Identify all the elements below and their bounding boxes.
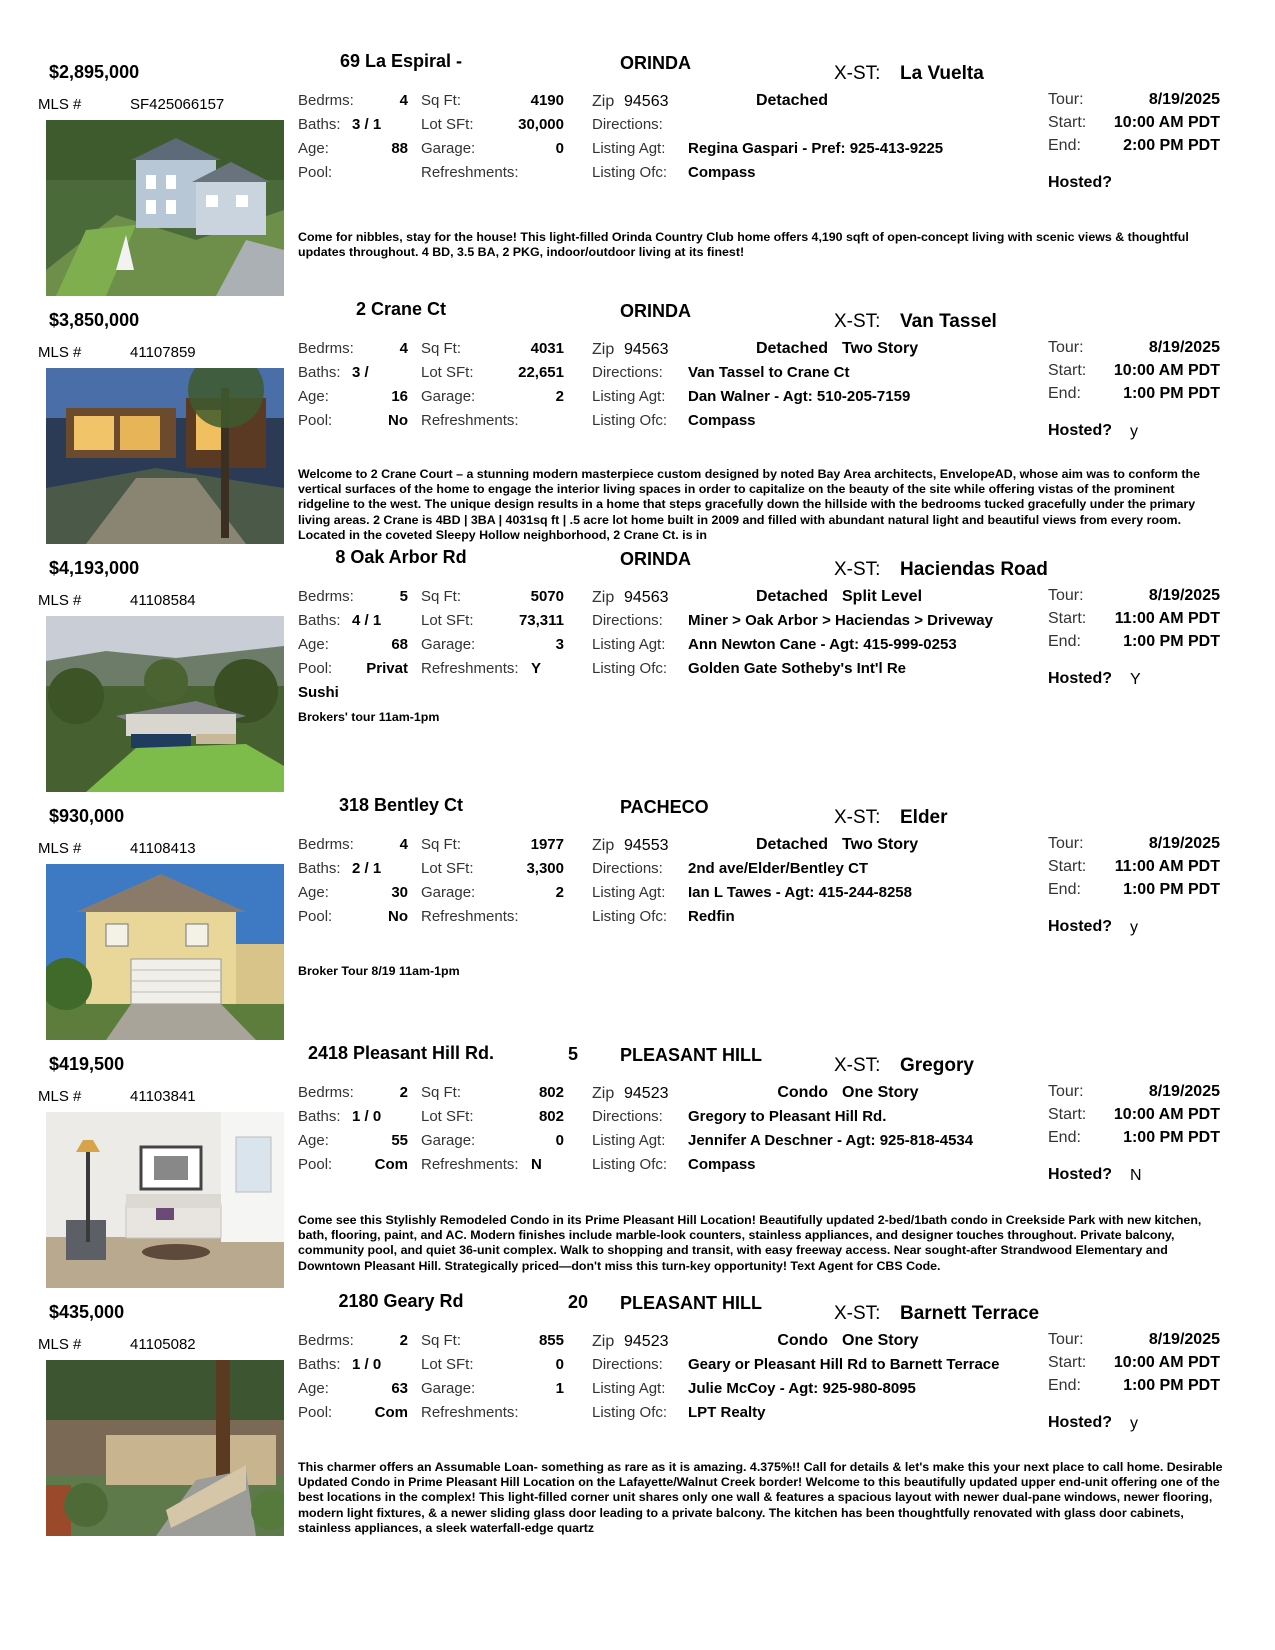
listing-description: Come see this Stylishly Remodeled Condo in its Prime Pleasant Hill Location! Beautifully updated 2-bed/1bath condo in Creekside Park with new kitchen, bath, flooring, paint, and AC. Modern finishes include marble-look counters, stainless appliances, and designer touches throughout. Private balcony, community pool, and quiet 36-unit complex. Walk to shopping and transit, with easy freeway access. Near sought-after Strandwood Elementary and Downtown Pleasant Hill. Strategically priced—don't miss this turn-key opportunity! Text Agent for CBS Code. bbox=[298, 1213, 1202, 1273]
property-type: Detached bbox=[755, 588, 828, 605]
bedrooms-value: 4 bbox=[399, 836, 408, 853]
pool-value: No bbox=[388, 908, 408, 925]
directions-label: Directions: bbox=[592, 116, 663, 133]
directions-label: Directions: bbox=[592, 1108, 663, 1125]
sqft-label: Sq Ft: bbox=[421, 588, 462, 605]
refreshments-label: Refreshments: bbox=[421, 1156, 519, 1173]
start-label: Start: bbox=[1048, 362, 1087, 379]
garage-value: 2 bbox=[555, 388, 564, 405]
listing-office-label: Listing Ofc: bbox=[592, 1156, 668, 1173]
mls-number: 41108413 bbox=[130, 840, 196, 857]
age-label: Age: bbox=[298, 636, 329, 653]
cross-street: Gregory bbox=[900, 1055, 974, 1076]
start-time: 11:00 AM PDT bbox=[1114, 858, 1220, 875]
listing-photo-condo-living-room bbox=[46, 1112, 284, 1288]
start-time: 11:00 AM PDT bbox=[1114, 610, 1220, 627]
baths-label: Baths: bbox=[298, 1356, 341, 1373]
tour-label: Tour: bbox=[1048, 339, 1084, 356]
tour-date: 8/19/2025 bbox=[1148, 91, 1220, 108]
cross-street: Van Tassel bbox=[900, 311, 997, 332]
age-value: 55 bbox=[391, 1132, 408, 1149]
sqft-label: Sq Ft: bbox=[421, 1332, 462, 1349]
garage-value: 1 bbox=[555, 1380, 564, 1397]
end-label: End: bbox=[1048, 137, 1081, 154]
baths-label: Baths: bbox=[298, 116, 341, 133]
pool-value: Com bbox=[374, 1404, 408, 1421]
listing-description: Brokers' tour 11am-1pm bbox=[298, 710, 440, 724]
listing-card bbox=[0, 1043, 1275, 1310]
start-label: Start: bbox=[1048, 114, 1087, 131]
mls-number: 41103841 bbox=[130, 1088, 196, 1105]
listing-photo bbox=[46, 120, 284, 296]
listing-unit: 20 bbox=[568, 1292, 589, 1312]
listing-office-label: Listing Ofc: bbox=[592, 1404, 668, 1421]
listing-agent-label: Listing Agt: bbox=[592, 1132, 666, 1149]
baths-value: 3 / 1 bbox=[352, 116, 382, 133]
end-label: End: bbox=[1048, 1377, 1081, 1394]
zip-value: 94563 bbox=[624, 589, 669, 606]
zip-label: Zip bbox=[592, 341, 615, 358]
age-value: 63 bbox=[391, 1380, 408, 1397]
pool-label: Pool: bbox=[298, 660, 333, 677]
sqft-label: Sq Ft: bbox=[421, 1084, 462, 1101]
listing-photo bbox=[46, 368, 284, 544]
pool-value: No bbox=[388, 412, 408, 429]
hosted-value: y bbox=[1130, 1415, 1138, 1432]
pool-label: Pool: bbox=[298, 164, 333, 181]
sqft-value: 1977 bbox=[530, 836, 564, 853]
listing-card bbox=[0, 299, 1275, 566]
hosted-label: Hosted? bbox=[1048, 1414, 1112, 1431]
start-label: Start: bbox=[1048, 858, 1087, 875]
garage-value: 0 bbox=[555, 140, 564, 157]
refreshments-value: Y bbox=[531, 660, 542, 677]
garage-label: Garage: bbox=[421, 884, 476, 901]
start-time: 10:00 AM PDT bbox=[1113, 114, 1220, 131]
start-time: 10:00 AM PDT bbox=[1113, 1106, 1220, 1123]
bedrooms-value: 5 bbox=[399, 588, 408, 605]
listing-office-value: Compass bbox=[688, 1156, 756, 1173]
listing-office-label: Listing Ofc: bbox=[592, 660, 668, 677]
listing-city: PACHECO bbox=[620, 797, 709, 817]
refreshments-label: Refreshments: bbox=[421, 412, 519, 429]
property-style: Two Story bbox=[842, 836, 919, 853]
listing-city: PLEASANT HILL bbox=[620, 1045, 762, 1065]
pool-label: Pool: bbox=[298, 412, 333, 429]
listing-card bbox=[0, 547, 1275, 814]
garage-label: Garage: bbox=[421, 1380, 476, 1397]
lot-sqft-label: Lot SFt: bbox=[421, 364, 474, 381]
end-time: 1:00 PM PDT bbox=[1123, 633, 1220, 650]
listing-office-value: Compass bbox=[688, 412, 756, 429]
end-time: 1:00 PM PDT bbox=[1123, 1377, 1220, 1394]
listing-card bbox=[0, 51, 1275, 318]
cross-street-label: X-ST: bbox=[834, 311, 881, 332]
cross-street: Elder bbox=[900, 807, 948, 828]
listing-photo-two-story-house bbox=[46, 864, 284, 1040]
zip-label: Zip bbox=[592, 589, 615, 606]
refreshments-value: N bbox=[531, 1156, 542, 1173]
pool-value: Com bbox=[374, 1156, 408, 1173]
directions-label: Directions: bbox=[592, 860, 663, 877]
listing-agent-label: Listing Agt: bbox=[592, 388, 666, 405]
directions-value: Miner > Oak Arbor > Haciendas > Driveway bbox=[688, 612, 993, 629]
lot-sqft-value: 30,000 bbox=[518, 116, 564, 133]
cross-street: La Vuelta bbox=[900, 63, 984, 84]
listing-description: Come for nibbles, stay for the house! This light-filled Orinda Country Club home offers 4,190 sqft of open-concept living with scenic views & thoughtful updates throughout. 4 BD, 3.5 BA, 2 PKG, indoor/outdoor living at its finest! bbox=[298, 230, 1189, 260]
sqft-value: 855 bbox=[538, 1332, 564, 1349]
mls-label: MLS # bbox=[38, 96, 82, 113]
mls-number: 41108584 bbox=[130, 592, 196, 609]
listing-photo bbox=[46, 1112, 284, 1288]
lot-sqft-label: Lot SFt: bbox=[421, 860, 474, 877]
age-value: 16 bbox=[391, 388, 408, 405]
lot-sqft-value: 0 bbox=[555, 1356, 564, 1373]
hosted-label: Hosted? bbox=[1048, 174, 1112, 191]
bedrooms-label: Bedrms: bbox=[298, 1332, 354, 1349]
garage-label: Garage: bbox=[421, 140, 476, 157]
listing-photo bbox=[46, 864, 284, 1040]
garage-label: Garage: bbox=[421, 388, 476, 405]
bedrooms-label: Bedrms: bbox=[298, 836, 354, 853]
listing-address: 318 Bentley Ct bbox=[338, 795, 464, 815]
hosted-label: Hosted? bbox=[1048, 670, 1112, 687]
pool-value: Privat bbox=[366, 660, 408, 677]
garage-value: 2 bbox=[555, 884, 564, 901]
tour-label: Tour: bbox=[1048, 835, 1084, 852]
cross-street-label: X-ST: bbox=[834, 1055, 881, 1076]
baths-value: 2 / 1 bbox=[352, 860, 382, 877]
listing-photo bbox=[46, 616, 284, 792]
listing-city: ORINDA bbox=[620, 549, 691, 569]
cross-street: Barnett Terrace bbox=[900, 1303, 1040, 1324]
tour-date: 8/19/2025 bbox=[1148, 835, 1220, 852]
end-time: 2:00 PM PDT bbox=[1123, 137, 1220, 154]
tour-label: Tour: bbox=[1048, 1083, 1084, 1100]
mls-label: MLS # bbox=[38, 592, 82, 609]
end-time: 1:00 PM PDT bbox=[1123, 385, 1220, 402]
listing-office-value: LPT Realty bbox=[688, 1404, 766, 1421]
bedrooms-value: 2 bbox=[399, 1084, 408, 1101]
pool-label: Pool: bbox=[298, 1404, 333, 1421]
age-label: Age: bbox=[298, 140, 329, 157]
lot-sqft-label: Lot SFt: bbox=[421, 1356, 474, 1373]
directions-value: Van Tassel to Crane Ct bbox=[688, 364, 850, 381]
start-time: 10:00 AM PDT bbox=[1113, 1354, 1220, 1371]
lot-sqft-label: Lot SFt: bbox=[421, 612, 474, 629]
listing-photo-house-hillside bbox=[46, 120, 284, 296]
tour-date: 8/19/2025 bbox=[1148, 339, 1220, 356]
listing-agent-label: Listing Agt: bbox=[592, 140, 666, 157]
zip-value: 94553 bbox=[624, 837, 669, 854]
property-type: Condo bbox=[777, 1084, 828, 1101]
zip-value: 94563 bbox=[624, 93, 669, 110]
bedrooms-value: 4 bbox=[399, 92, 408, 109]
bedrooms-label: Bedrms: bbox=[298, 1084, 354, 1101]
listing-office-value: Redfin bbox=[688, 908, 735, 925]
lot-sqft-value: 802 bbox=[538, 1108, 564, 1125]
listing-agent-value: Julie McCoy - Agt: 925-980-8095 bbox=[688, 1380, 916, 1397]
lot-sqft-value: 3,300 bbox=[526, 860, 564, 877]
garage-value: 0 bbox=[555, 1132, 564, 1149]
end-time: 1:00 PM PDT bbox=[1123, 881, 1220, 898]
sqft-value: 4190 bbox=[530, 92, 564, 109]
directions-value: Gregory to Pleasant Hill Rd. bbox=[688, 1108, 887, 1125]
property-style: One Story bbox=[842, 1084, 919, 1101]
listing-price: $419,500 bbox=[49, 1054, 125, 1074]
garage-value: 3 bbox=[555, 636, 564, 653]
listing-city: PLEASANT HILL bbox=[620, 1293, 762, 1313]
start-label: Start: bbox=[1048, 1106, 1087, 1123]
listing-office-value: Compass bbox=[688, 164, 756, 181]
cross-street-label: X-ST: bbox=[834, 559, 881, 580]
property-style: Two Story bbox=[842, 340, 919, 357]
zip-label: Zip bbox=[592, 837, 615, 854]
listing-photo-aerial-estate bbox=[46, 616, 284, 792]
end-label: End: bbox=[1048, 633, 1081, 650]
tour-label: Tour: bbox=[1048, 587, 1084, 604]
bedrooms-label: Bedrms: bbox=[298, 92, 354, 109]
refreshments-detail: Sushi bbox=[298, 684, 339, 701]
bedrooms-value: 2 bbox=[399, 1332, 408, 1349]
property-type: Condo bbox=[777, 1332, 828, 1349]
property-type: Detached bbox=[755, 92, 828, 109]
listing-agent-label: Listing Agt: bbox=[592, 1380, 666, 1397]
listing-price: $3,850,000 bbox=[49, 310, 140, 330]
listing-agent-label: Listing Agt: bbox=[592, 884, 666, 901]
start-label: Start: bbox=[1048, 610, 1087, 627]
bedrooms-label: Bedrms: bbox=[298, 340, 354, 357]
bedrooms-label: Bedrms: bbox=[298, 588, 354, 605]
tour-label: Tour: bbox=[1048, 91, 1084, 108]
cross-street-label: X-ST: bbox=[834, 63, 881, 84]
age-label: Age: bbox=[298, 388, 329, 405]
tour-date: 8/19/2025 bbox=[1148, 1331, 1220, 1348]
listing-office-value: Golden Gate Sotheby's Int'l Re bbox=[688, 660, 906, 677]
refreshments-label: Refreshments: bbox=[421, 164, 519, 181]
age-label: Age: bbox=[298, 1132, 329, 1149]
listing-description: Broker Tour 8/19 11am-1pm bbox=[298, 964, 460, 978]
property-style: Split Level bbox=[842, 588, 923, 605]
property-style: One Story bbox=[842, 1332, 919, 1349]
zip-label: Zip bbox=[592, 1333, 615, 1350]
hosted-value: N bbox=[1130, 1167, 1142, 1184]
cross-street-label: X-ST: bbox=[834, 1303, 881, 1324]
lot-sqft-value: 22,651 bbox=[518, 364, 564, 381]
bedrooms-value: 4 bbox=[399, 340, 408, 357]
mls-label: MLS # bbox=[38, 1336, 82, 1353]
listing-description: Welcome to 2 Crane Court – a stunning modern masterpiece custom designed by noted Bay Area architects, EnvelopeAD, whose aim was to conform the vertical surfaces of the home to engage the interior living spaces in order to capitalize on the beauty of the site while offering vistas of the prominent ridgeline to the west. The unique design results in a home that steps gracefully down the hillside with the bedrooms tucked gracefully under the primary living areas. 2 Crane is 4BD | 3BA | 4031sq ft | .5 acre lot home built in 2009 and filled with abundant natural light and beautiful views from every room. Located in the coveted Sleepy Hollow neighborhood, 2 Crane Ct. is in bbox=[298, 467, 1200, 542]
listing-agent-value: Dan Walner - Agt: 510-205-7159 bbox=[688, 388, 911, 405]
listing-card bbox=[0, 1291, 1275, 1558]
mls-label: MLS # bbox=[38, 840, 82, 857]
listing-city: ORINDA bbox=[620, 53, 691, 73]
baths-label: Baths: bbox=[298, 860, 341, 877]
zip-label: Zip bbox=[592, 1085, 615, 1102]
directions-label: Directions: bbox=[592, 1356, 663, 1373]
listing-agent-value: Regina Gaspari - Pref: 925-413-9225 bbox=[688, 140, 944, 157]
sqft-value: 5070 bbox=[530, 588, 564, 605]
mls-label: MLS # bbox=[38, 1088, 82, 1105]
age-label: Age: bbox=[298, 1380, 329, 1397]
listing-unit: 5 bbox=[568, 1044, 579, 1064]
listing-address: 2180 Geary Rd bbox=[338, 1291, 464, 1311]
hosted-label: Hosted? bbox=[1048, 422, 1112, 439]
sqft-label: Sq Ft: bbox=[421, 340, 462, 357]
tour-label: Tour: bbox=[1048, 1331, 1084, 1348]
age-value: 68 bbox=[391, 636, 408, 653]
age-value: 30 bbox=[391, 884, 408, 901]
mls-label: MLS # bbox=[38, 344, 82, 361]
zip-value: 94523 bbox=[624, 1333, 669, 1350]
baths-label: Baths: bbox=[298, 612, 341, 629]
refreshments-label: Refreshments: bbox=[421, 660, 519, 677]
start-time: 10:00 AM PDT bbox=[1113, 362, 1220, 379]
lot-sqft-value: 73,311 bbox=[518, 612, 564, 629]
listing-photo-modern-home bbox=[46, 368, 284, 544]
listing-city: ORINDA bbox=[620, 301, 691, 321]
directions-value: Geary or Pleasant Hill Rd to Barnett Terrace bbox=[688, 1356, 1000, 1373]
directions-label: Directions: bbox=[592, 612, 663, 629]
listing-address: 8 Oak Arbor Rd bbox=[335, 547, 467, 567]
property-type: Detached bbox=[755, 340, 828, 357]
sqft-value: 802 bbox=[538, 1084, 564, 1101]
garage-label: Garage: bbox=[421, 636, 476, 653]
zip-value: 94523 bbox=[624, 1085, 669, 1102]
listing-price: $2,895,000 bbox=[49, 62, 140, 82]
listing-agent-value: Ann Newton Cane - Agt: 415-999-0253 bbox=[688, 636, 957, 653]
listing-description: This charmer offers an Assumable Loan- something as rare as it is amazing. 4.375%!! Call for details & let's make this your next place to call home. Desirable Updated Condo in Prime Pleasant Hill Location on the Lafayette/Walnut Creek border! Welcome to this beautifully updated upper end-unit offering one of the best locations in the complex! This light-filled corner unit shares only one wall & features a spacious layout with newer dual-pane windows, newer flooring, modern light fixtures, & a newer sliding glass door leading to a private balcony. The kitchen has been thoughtfully renovated with glass door cabinets, stainless appliances, a sleek waterfall-edge quartz bbox=[298, 1460, 1223, 1535]
listing-price: $435,000 bbox=[49, 1302, 125, 1322]
end-label: End: bbox=[1048, 1129, 1081, 1146]
cross-street-label: X-ST: bbox=[834, 807, 881, 828]
sqft-value: 4031 bbox=[530, 340, 564, 357]
baths-value: 4 / 1 bbox=[352, 612, 382, 629]
listing-office-label: Listing Ofc: bbox=[592, 908, 668, 925]
pool-label: Pool: bbox=[298, 1156, 333, 1173]
listing-office-label: Listing Ofc: bbox=[592, 164, 668, 181]
baths-value: 1 / 0 bbox=[352, 1108, 382, 1125]
mls-number: SF425066157 bbox=[130, 96, 225, 113]
mls-number: 41105082 bbox=[130, 1336, 196, 1353]
directions-value: 2nd ave/Elder/Bentley CT bbox=[688, 860, 869, 877]
hosted-value: Y bbox=[1130, 671, 1141, 688]
tour-date: 8/19/2025 bbox=[1148, 1083, 1220, 1100]
baths-value: 1 / 0 bbox=[352, 1356, 382, 1373]
listing-price: $4,193,000 bbox=[49, 558, 140, 578]
listing-agent-label: Listing Agt: bbox=[592, 636, 666, 653]
listing-office-label: Listing Ofc: bbox=[592, 412, 668, 429]
listing-address: 2 Crane Ct bbox=[355, 299, 447, 319]
age-value: 88 bbox=[391, 140, 408, 157]
zip-value: 94563 bbox=[624, 341, 669, 358]
start-label: Start: bbox=[1048, 1354, 1087, 1371]
listing-agent-value: Jennifer A Deschner - Agt: 925-818-4534 bbox=[688, 1132, 974, 1149]
refreshments-label: Refreshments: bbox=[421, 908, 519, 925]
hosted-value: y bbox=[1130, 919, 1138, 936]
end-time: 1:00 PM PDT bbox=[1123, 1129, 1220, 1146]
lot-sqft-label: Lot SFt: bbox=[421, 1108, 474, 1125]
listing-address: 2418 Pleasant Hill Rd. bbox=[307, 1043, 495, 1063]
listing-card bbox=[0, 795, 1275, 1062]
property-type: Detached bbox=[755, 836, 828, 853]
listing-photo-complex-sign bbox=[46, 1360, 284, 1536]
end-label: End: bbox=[1048, 881, 1081, 898]
pool-label: Pool: bbox=[298, 908, 333, 925]
baths-label: Baths: bbox=[298, 1108, 341, 1125]
end-label: End: bbox=[1048, 385, 1081, 402]
tour-date: 8/19/2025 bbox=[1148, 587, 1220, 604]
listing-address: 69 La Espiral - bbox=[339, 51, 463, 71]
listing-photo bbox=[46, 1360, 284, 1536]
hosted-value: y bbox=[1130, 423, 1138, 440]
baths-value: 3 / bbox=[352, 364, 369, 381]
hosted-label: Hosted? bbox=[1048, 1166, 1112, 1183]
listing-price: $930,000 bbox=[49, 806, 125, 826]
age-label: Age: bbox=[298, 884, 329, 901]
mls-number: 41107859 bbox=[130, 344, 196, 361]
cross-street: Haciendas Road bbox=[900, 559, 1048, 580]
zip-label: Zip bbox=[592, 93, 615, 110]
baths-label: Baths: bbox=[298, 364, 341, 381]
directions-label: Directions: bbox=[592, 364, 663, 381]
garage-label: Garage: bbox=[421, 1132, 476, 1149]
hosted-label: Hosted? bbox=[1048, 918, 1112, 935]
sqft-label: Sq Ft: bbox=[421, 836, 462, 853]
listing-agent-value: Ian L Tawes - Agt: 415-244-8258 bbox=[688, 884, 912, 901]
sqft-label: Sq Ft: bbox=[421, 92, 462, 109]
refreshments-label: Refreshments: bbox=[421, 1404, 519, 1421]
lot-sqft-label: Lot SFt: bbox=[421, 116, 474, 133]
